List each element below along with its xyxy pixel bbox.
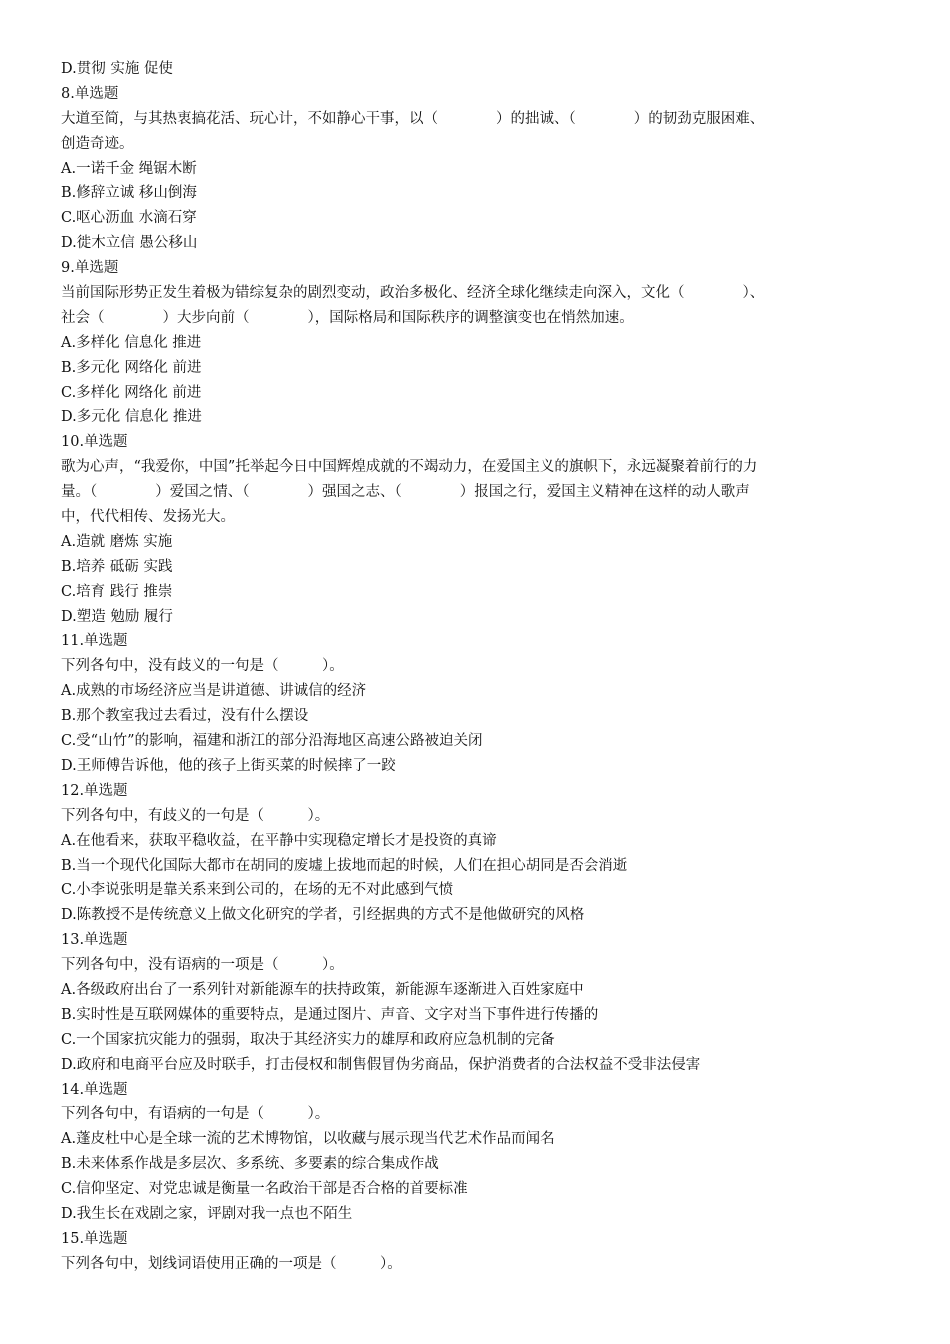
question-block: [61, 430, 889, 629]
answer-option: A.各级政府出台了一系列针对新能源车的扶持政策，新能源车逐渐进入百姓家庭中: [61, 981, 584, 998]
question-block: [61, 82, 889, 256]
question-block: [61, 629, 889, 778]
option-d-previous-question: D.贯彻 实施 促使: [61, 61, 173, 77]
answer-option: C.培育 践行 推崇: [61, 583, 173, 600]
answer-option: A.成熟的市场经济应当是讲道德、讲诚信的经济: [61, 683, 367, 700]
question-stem-line: 下列各句中，划线词语使用正确的一项是（ ）。: [61, 1255, 402, 1272]
question-stem-line: 量。（ ）爱国之情、（ ）强国之志、（ ）报国之行，爱国主义精神在这样的动人歌声: [61, 484, 750, 501]
answer-option: B.修辞立诚 移山倒海: [61, 185, 197, 202]
question-header: 15.单选题: [61, 1230, 128, 1247]
question-stem-line: 下列各句中，有歧义的一句是（ ）。: [61, 807, 330, 824]
document-page: [61, 57, 889, 1277]
question-list: [61, 82, 889, 1277]
answer-option: C.受“山竹”的影响，福建和浙江的部分沿海地区高速公路被迫关闭: [61, 733, 483, 750]
answer-option: A.在他看来，获取平稳收益，在平静中实现稳定增长才是投资的真谛: [61, 832, 497, 849]
question-block: [61, 256, 889, 430]
question-header: 14.单选题: [61, 1081, 128, 1098]
question-stem-line: 歌为心声，“我爱你，中国”托举起今日中国辉煌成就的不竭动力，在爱国主义的旗帜下，永远凝聚着前行的力: [61, 459, 758, 476]
answer-option: B.实时性是互联网媒体的重要特点，是通过图片、声音、文字对当下事件进行传播的: [61, 1006, 599, 1023]
question-stem-line: 中，代代相传、发扬光大。: [61, 509, 235, 526]
answer-option: A.蓬皮杜中心是全球一流的艺术博物馆，以收藏与展示现当代艺术作品而闻名: [61, 1131, 555, 1148]
answer-option: A.多样化 信息化 推进: [61, 334, 202, 351]
question-block: [61, 1078, 889, 1227]
question-stem-line: 下列各句中，有语病的一句是（ ）。: [61, 1106, 330, 1123]
answer-option: B.当一个现代化国际大都市在胡同的废墟上拔地而起的时候，人们在担心胡同是否会消逝: [61, 857, 628, 874]
question-header: 11.单选题: [61, 633, 128, 650]
question-header: 13.单选题: [61, 932, 128, 949]
answer-option: D.我生长在戏剧之家，评剧对我一点也不陌生: [61, 1205, 353, 1222]
question-header: 8.单选题: [61, 85, 119, 102]
question-stem-line: 下列各句中，没有歧义的一句是（ ）。: [61, 658, 344, 675]
answer-option: B.多元化 网络化 前进: [61, 359, 202, 376]
question-block: [61, 928, 889, 1077]
question-stem-line: 社会（ ）大步向前（ ），国际格局和国际秩序的调整演变也在悄然加速。: [61, 309, 634, 326]
question-stem-line: 下列各句中，没有语病的一项是（ ）。: [61, 957, 344, 974]
answer-option: D.多元化 信息化 推进: [61, 409, 202, 426]
answer-option: B.培养 砥砺 实践: [61, 558, 173, 575]
answer-option: C.信仰坚定、对党忠诚是衡量一名政治干部是否合格的首要标准: [61, 1181, 468, 1198]
question-stem-line: 大道至简，与其热衷搞花活、玩心计，不如静心干事，以（ ）的拙诚、（ ）的韧劲克服困难、: [61, 110, 765, 127]
answer-option: C.多样化 网络化 前进: [61, 384, 202, 401]
question-block: [61, 779, 889, 928]
question-stem-line: 当前国际形势正发生着极为错综复杂的剧烈变动，政治多极化、经济全球化继续走向深入，文化（ ）、: [61, 285, 765, 302]
answer-option: D.徙木立信 愚公移山: [61, 235, 198, 252]
answer-option: D.塑造 勉励 履行: [61, 608, 173, 625]
answer-option: B.那个教室我过去看过，没有什么摆设: [61, 708, 309, 725]
answer-option: D.王师傅告诉他，他的孩子上街买菜的时候摔了一跤: [61, 757, 396, 774]
answer-option: D.政府和电商平台应及时联手，打击侵权和制售假冒伪劣商品，保护消费者的合法权益不受非法侵害: [61, 1056, 701, 1073]
answer-option: C.呕心沥血 水滴石穿: [61, 210, 197, 227]
question-header: 12.单选题: [61, 782, 128, 799]
question-header: 10.单选题: [61, 434, 128, 451]
answer-option: C.小李说张明是靠关系来到公司的，在场的无不对此感到气愤: [61, 882, 454, 899]
question-stem-line: 创造奇迹。: [61, 135, 134, 152]
answer-option: D.陈教授不是传统意义上做文化研究的学者，引经据典的方式不是他做研究的风格: [61, 907, 585, 924]
answer-option: C.一个国家抗灾能力的强弱，取决于其经济实力的雄厚和政府应急机制的完备: [61, 1031, 555, 1048]
question-header: 9.单选题: [61, 260, 119, 277]
answer-option: B.未来体系作战是多层次、多系统、多要素的综合集成作战: [61, 1156, 439, 1173]
answer-option: A.造就 磨炼 实施: [61, 533, 173, 550]
answer-option: A.一诺千金 绳锯木断: [61, 160, 197, 177]
question-block: [61, 1227, 889, 1277]
